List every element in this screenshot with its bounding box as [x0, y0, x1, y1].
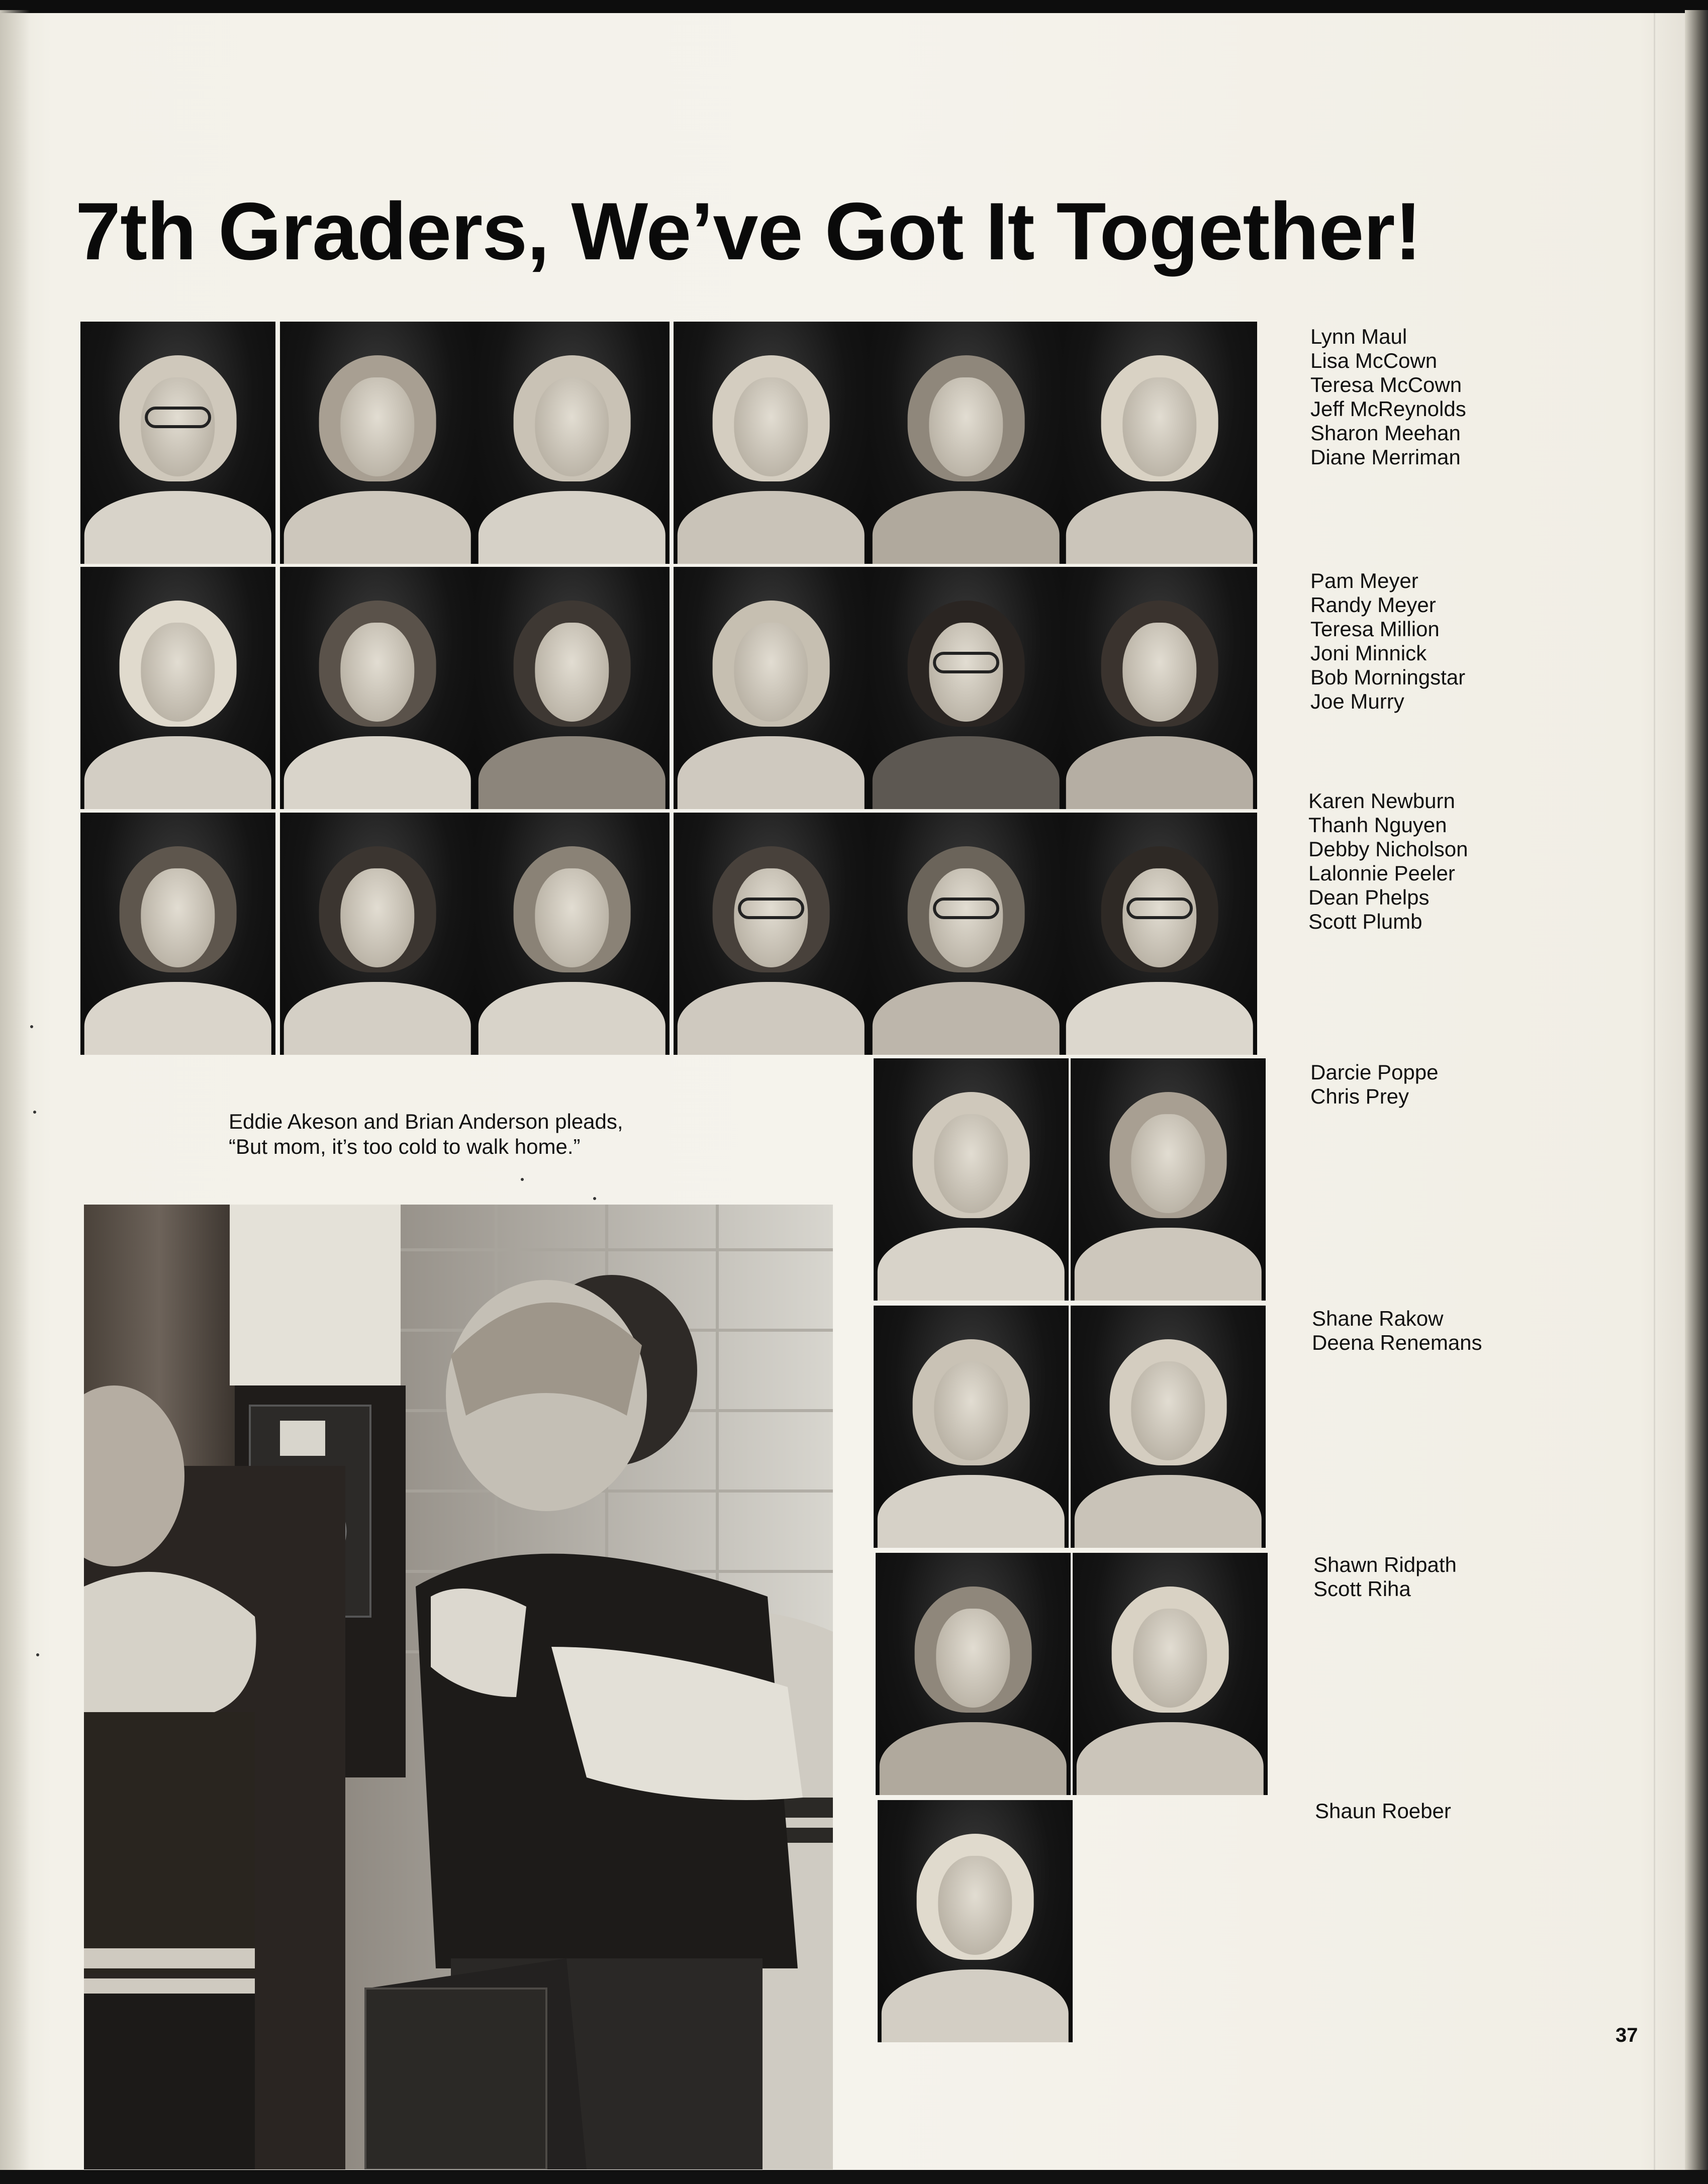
portrait-face [934, 1361, 1008, 1461]
student-name: Bob Morningstar [1310, 665, 1466, 689]
portrait-face [1131, 1114, 1205, 1214]
name-list-row-4 [1310, 1060, 1438, 1109]
page-bottom-edge [0, 2170, 1708, 2184]
portrait-shirt [873, 736, 1060, 809]
caption-line: Eddie Akeson and Brian Anderson pleads, [229, 1110, 623, 1133]
print-speck [36, 1653, 39, 1656]
student-name: Shawn Ridpath [1313, 1553, 1457, 1576]
student-name: Lalonnie Peeler [1308, 861, 1455, 885]
portrait-face [141, 623, 215, 722]
portrait-face [1122, 377, 1196, 477]
portrait-face [934, 1114, 1008, 1214]
name-list-row-6 [1313, 1553, 1457, 1601]
portrait-shirt [479, 736, 666, 809]
portrait-shirt [284, 491, 471, 564]
page-right-edge [1685, 10, 1708, 2171]
portrait-face [929, 377, 1003, 477]
portrait-glasses [933, 652, 999, 673]
student-portrait [80, 322, 275, 564]
caption-line: “But mom, it’s too cold to walk home.” [229, 1135, 581, 1158]
photo-caption [229, 1109, 721, 1159]
portrait-shirt [873, 491, 1060, 564]
name-list-row-3 [1308, 789, 1468, 934]
print-speck [30, 1025, 33, 1028]
student-name: Joni Minnick [1310, 641, 1427, 665]
student-portrait [80, 813, 275, 1055]
student-portrait [280, 322, 475, 564]
student-portrait [876, 1553, 1071, 1795]
student-name: Shaun Roeber [1315, 1799, 1451, 1823]
page-fold [1654, 10, 1655, 2171]
portrait-face [535, 623, 609, 722]
portrait-face [1131, 1361, 1205, 1461]
student-portrait [1073, 1553, 1268, 1795]
candid-photo [84, 1205, 833, 2169]
portrait-shirt [1066, 491, 1253, 564]
portrait-shirt [678, 491, 865, 564]
portrait-glasses [933, 898, 999, 919]
portrait-shirt [1077, 1722, 1264, 1795]
page-title: 7th Graders, We’ve Got It Together! [75, 186, 1421, 277]
portrait-face [535, 377, 609, 477]
portrait-face [734, 623, 808, 722]
student-portrait [1071, 1306, 1266, 1548]
student-portrait [280, 567, 475, 809]
print-speck [33, 1111, 36, 1114]
student-name: Thanh Nguyen [1308, 813, 1447, 837]
student-name: Lisa McCown [1310, 349, 1438, 372]
portrait-shirt [678, 982, 865, 1055]
student-name: Sharon Meehan [1310, 421, 1461, 445]
portrait-face [340, 623, 414, 722]
student-portrait [874, 1306, 1069, 1548]
student-portrait [475, 813, 670, 1055]
student-portrait [1062, 813, 1257, 1055]
student-name: Diane Merriman [1310, 445, 1461, 469]
name-list-row-5 [1312, 1307, 1482, 1355]
student-name: Debby Nicholson [1308, 837, 1468, 861]
student-portrait [874, 1058, 1069, 1301]
student-name: Lynn Maul [1310, 325, 1407, 348]
student-name: Teresa McCown [1310, 373, 1462, 396]
student-portrait [869, 322, 1064, 564]
student-portrait [475, 322, 670, 564]
student-portrait [1071, 1058, 1266, 1301]
portrait-shirt [678, 736, 865, 809]
portrait-glasses [738, 898, 804, 919]
student-portrait [869, 567, 1064, 809]
portrait-shirt [1075, 1228, 1262, 1301]
portrait-shirt [1075, 1475, 1262, 1548]
name-list-row-1 [1310, 325, 1466, 469]
portrait-shirt [882, 1969, 1069, 2042]
portrait-face [936, 1609, 1010, 1708]
portrait-shirt [84, 491, 271, 564]
student-name: Scott Riha [1313, 1577, 1411, 1601]
portrait-shirt [84, 982, 271, 1055]
portrait-shirt [873, 982, 1060, 1055]
portrait-shirt [878, 1228, 1065, 1301]
student-portrait [869, 813, 1064, 1055]
student-name: Teresa Million [1310, 617, 1440, 641]
student-portrait [475, 567, 670, 809]
student-portrait [878, 1800, 1073, 2042]
portrait-face [535, 868, 609, 968]
student-name: Pam Meyer [1310, 569, 1418, 592]
portrait-glasses [1126, 898, 1193, 919]
print-speck [521, 1178, 524, 1181]
page-top-edge [0, 0, 1708, 13]
student-portrait [674, 322, 869, 564]
student-portrait [674, 813, 869, 1055]
student-portrait [1062, 322, 1257, 564]
student-name: Dean Phelps [1308, 885, 1430, 909]
portrait-shirt [479, 982, 666, 1055]
portrait-shirt [1066, 736, 1253, 809]
name-list-row-7 [1315, 1799, 1451, 1823]
portrait-shirt [84, 736, 271, 809]
student-name: Randy Meyer [1310, 593, 1436, 617]
student-portrait [80, 567, 275, 809]
portrait-face [1133, 1609, 1207, 1708]
name-list-row-2 [1310, 569, 1465, 714]
student-name: Deena Renemans [1312, 1331, 1482, 1354]
page-left-shadow [0, 10, 30, 2171]
student-name: Joe Murry [1310, 689, 1404, 713]
portrait-face [734, 377, 808, 477]
portrait-face [938, 1856, 1012, 1955]
portrait-shirt [479, 491, 666, 564]
portrait-shirt [878, 1475, 1065, 1548]
payphone-scene-illustration [84, 1205, 833, 2169]
student-portrait [280, 813, 475, 1055]
student-portrait [674, 567, 869, 809]
portrait-shirt [880, 1722, 1067, 1795]
student-name: Karen Newburn [1308, 789, 1455, 813]
student-name: Shane Rakow [1312, 1307, 1444, 1330]
student-name: Scott Plumb [1308, 910, 1422, 933]
portrait-shirt [284, 982, 471, 1055]
student-name: Chris Prey [1310, 1084, 1409, 1108]
portrait-shirt [1066, 982, 1253, 1055]
portrait-face [141, 868, 215, 968]
print-speck [593, 1197, 596, 1200]
portrait-face [340, 868, 414, 968]
page-number: 37 [1616, 2024, 1638, 2046]
portrait-shirt [284, 736, 471, 809]
portrait-face [340, 377, 414, 477]
portrait-glasses [145, 407, 211, 428]
student-portrait [1062, 567, 1257, 809]
student-name: Jeff McReynolds [1310, 397, 1466, 421]
portrait-face [1122, 623, 1196, 722]
student-name: Darcie Poppe [1310, 1060, 1439, 1084]
